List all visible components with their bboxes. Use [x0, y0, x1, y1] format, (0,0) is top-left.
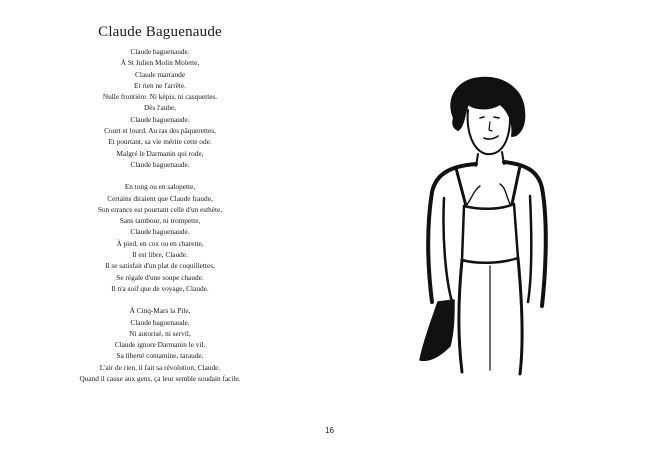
stanza-3	[40, 305, 280, 384]
poem-line: Il se satisfait d'un plat de coquillettes,	[105, 261, 215, 271]
poem-line: Il est libre, Claude.	[132, 250, 188, 260]
poem	[40, 24, 280, 395]
poem-line: Claude baguenaude.	[130, 317, 190, 327]
poem-line: Se régale d'une soupe chaude.	[116, 272, 204, 282]
stanza-2	[40, 181, 280, 294]
poem-line: Claude baguenaude.	[130, 227, 190, 237]
poem-line: En tong ou en salopette,	[124, 182, 196, 192]
poem-line: Claude baguenaude.	[130, 159, 190, 169]
poem-line: Claude baguenaude.	[130, 47, 190, 56]
poem-line: À Cinq-Mars la Pile,	[129, 306, 191, 316]
poem-line: À pied, en cox ou en charette,	[116, 238, 204, 248]
poem-line: Ni autorisé, ni servil,	[129, 328, 191, 338]
page-number: 16	[325, 426, 334, 435]
poem-line: Certains diraient que Claude fraude,	[107, 193, 213, 203]
poem-line: Court et lourd. Au ras des pâquerettes,	[104, 126, 216, 136]
poem-line: Son errance est pourtant celle d'un esthète.	[97, 204, 223, 214]
poem-line: Sans tambour, ni trompette,	[119, 216, 201, 226]
poem-line: Dès l'aube,	[143, 103, 177, 113]
poem-line: L'air de rien, il fait sa révolution, Claude.	[99, 362, 221, 372]
poem-line: Et pourtant, sa vie mérite cette ode.	[108, 137, 212, 147]
poem-line: Claude ignore Darmanin le vil.	[114, 340, 206, 350]
poem-line: Claude baguenaude.	[130, 114, 190, 124]
poem-line: Sa liberté contamine, taraude,	[116, 351, 204, 361]
poem-line: Et rien ne l'arrête.	[134, 80, 186, 90]
man-in-overalls-drawing-icon	[410, 70, 560, 380]
poem-line: Quand il cause aux gens, ça leur semble soudain facile.	[79, 374, 241, 384]
poem-line: À St Julien Molin Molette,	[120, 58, 200, 68]
poem-title: Claude Baguenaude	[98, 24, 222, 40]
poem-line: Nulle frontière. Ni képis, ni casquettes.	[102, 92, 218, 102]
poem-line: Claude marraude	[134, 69, 186, 79]
poem-line: Malgré le Darmanin qui rode,	[116, 148, 204, 158]
stanza-1	[40, 46, 280, 170]
poem-line: Il n'a soif que de voyage, Claude.	[111, 283, 209, 293]
